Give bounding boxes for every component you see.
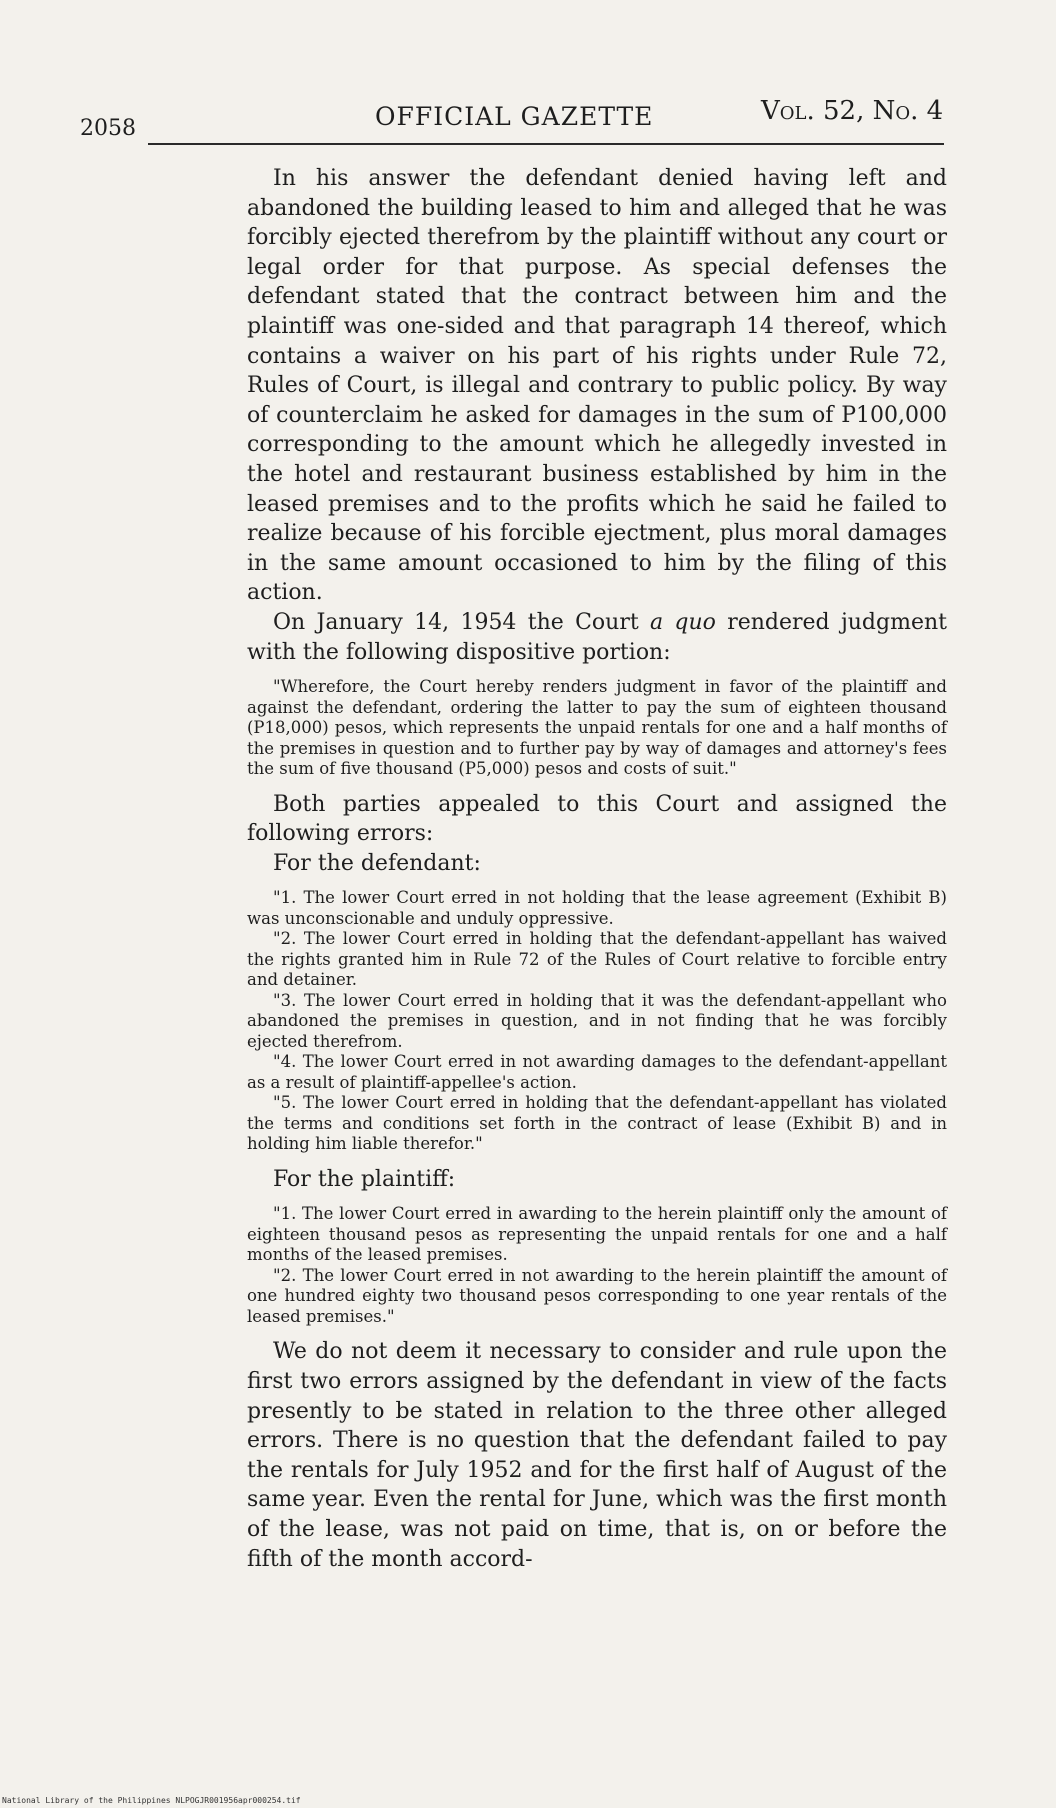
- paragraph-appeal: Both parties appealed to this Court and assigned the following errors:: [247, 791, 947, 847]
- header-rule: [148, 143, 944, 145]
- page-body: [247, 164, 947, 1574]
- error-item: "1. The lower Court erred in not holding that the lease agreement (Exhibit B) was unconscionable and unduly oppressive.: [247, 888, 947, 928]
- error-item: "2. The lower Court erred in not awarding to the herein plaintiff the amount of one hundred eighty two thousand pesos corresponding to one year rentals of the leased premises.": [247, 1265, 947, 1326]
- latin-term: a quo: [649, 609, 716, 635]
- page-number: 2058: [80, 116, 136, 141]
- error-item: "2. The lower Court erred in holding that the defendant-appellant has waived the rights granted him in Rule 72 of the Rules of Court relative to forcible entry and detainer.: [247, 929, 947, 990]
- publication-title: OFFICIAL GAZETTE: [375, 102, 654, 131]
- error-item: "1. The lower Court erred in awarding to the herein plaintiff only the amount of eighteen thousand pesos as representing the unpaid rentals for one and a half months of the leased premises.: [247, 1204, 947, 1265]
- error-item: "4. The lower Court erred in not awarding damages to the defendant-appellant as a result of plaintiff-appellee's action.: [247, 1052, 947, 1092]
- dispositive-quote: "Wherefore, the Court hereby renders judgment in favor of the plaintiff and against the defendant, ordering the latter to pay the sum of eighteen thousand (P18,000) pesos, which represents the unpaid rentals for one and a half months of the premises in question and to further pay by way of damages and attorney's fees the sum of five thousand (P5,000) pesos and costs of suit.": [247, 677, 947, 779]
- scan-footer: National Library of the Philippines NLPOGJR001956apr000254.tif: [2, 1796, 301, 1805]
- plaintiff-errors: [247, 1204, 947, 1327]
- heading-plaintiff: For the plaintiff:: [273, 1166, 456, 1192]
- paragraph-answer: In his answer the defendant denied having left and abandoned the building leased to him and alleged that he was forcibly ejected therefrom by the plaintiff without any court or legal order for that purpose. As special defenses the defendant stated that the contract between him and the plaintiff was one-sided and that paragraph 14 thereof, which contains a waiver on his part of his rights under Rule 72, Rules of Court, is illegal and contrary to public policy. By way of counterclaim he asked for damages in the sum of P100,000 corresponding to the amount which he allegedly invested in the hotel and restaurant business established by him in the leased premises and to the profits which he said he failed to realize because of his forcible ejectment, plus moral damages in the same amount occasioned to him by the filing of this action.: [247, 166, 947, 606]
- paragraph-judgment-intro: On January 14, 1954 the Court a quo rendered judgment with the following dispositive portion:: [247, 609, 947, 665]
- error-item: "5. The lower Court erred in holding that the defendant-appellant has violated the terms and conditions set forth in the contract of lease (Exhibit B) and in holding him liable therefor.": [247, 1093, 947, 1154]
- defendant-errors: [247, 888, 947, 1155]
- volume-issue: Vol. 52, No. 4: [761, 96, 944, 126]
- error-item: "3. The lower Court erred in holding that it was the defendant-appellant who abandoned the premises in question, and in not finding that he was forcibly ejected therefrom.: [247, 990, 947, 1051]
- heading-defendant: For the defendant:: [273, 850, 481, 876]
- paragraph-ruling: We do not deem it necessary to consider and rule upon the first two errors assigned by the defendant in view of the facts presently to be stated in relation to the three other alleged errors. There is no question that the defendant failed to pay the rentals for July 1952 and for the first half of August of the same year. Even the rental for June, which was the first month of the lease, was not paid on time, that is, on or before the fifth of the month accord-: [247, 1339, 947, 1572]
